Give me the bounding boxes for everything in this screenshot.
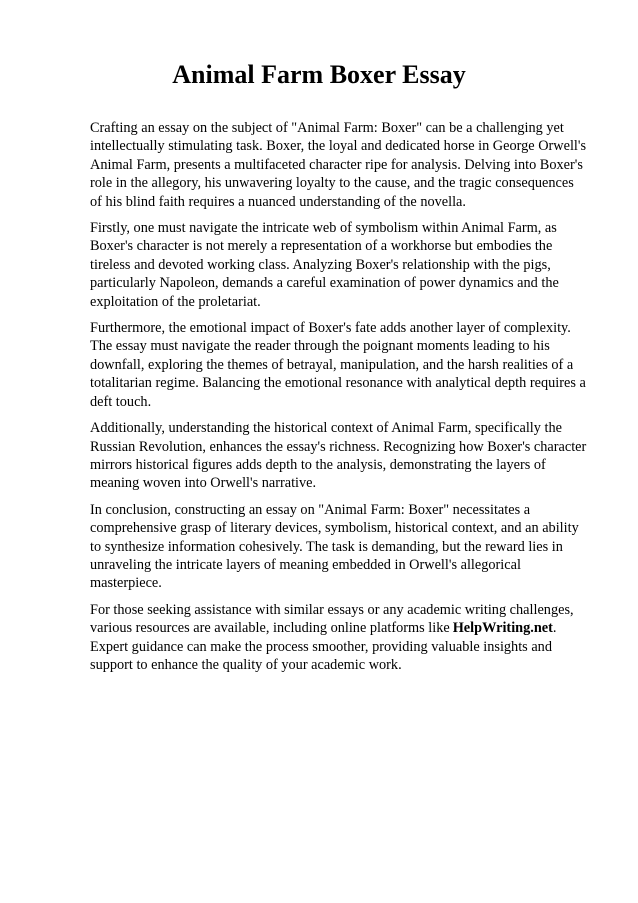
paragraph-resources [90,601,588,675]
essay-body [90,119,588,674]
paragraph-intro: Crafting an essay on the subject of "Animal Farm: Boxer" can be a challenging yet intellectually stimulating task. Boxer, the loyal and dedicated horse in George Orwell's Animal Farm, presents a multifaceted character ripe for analysis. Delving into Boxer's role in the allegory, his unwavering loyalty to the cause, and the tragic consequences of his blind faith requires a nuanced understanding of the novella. [90,120,587,210]
resources-text-after: . Expert guidance can make the process smoother, providing valuable insights and support to enhance the quality of your academic work. [90,620,557,673]
paragraph-conclusion: In conclusion, constructing an essay on "Animal Farm: Boxer" necessitates a comprehensive grasp of literary devices, symbolism, historical context, and an ability to synthesize information cohesively. The task is demanding, but the reward lies in unraveling the intricate layers of meaning embedded in Orwell's allegorical masterpiece. [90,501,579,592]
paragraph-symbolism: Firstly, one must navigate the intricate web of symbolism within Animal Farm, as Boxer's character is not merely a representation of a workhorse but embodies the tireless and devoted working class. Analyzing Boxer's relationship with the pigs, particularly Napoleon, demands a careful examination of power dynamics and the exploitation of the proletariat. [90,220,559,310]
page-title: Animal Farm Boxer Essay [172,60,466,89]
paragraph-historical-context: Additionally, understanding the historical context of Animal Farm, specifically the Russian Revolution, enhances the essay's richness. Recognizing how Boxer's character mirrors historical figures adds depth to the analysis, demonstrating the layers of meaning woven into Orwell's narrative. [90,420,587,492]
resources-text-before: For those seeking assistance with similar essays or any academic writing challenges, various resources are available, including online platforms like [90,601,574,637]
paragraph-emotional-impact: Furthermore, the emotional impact of Boxer's fate adds another layer of complexity. The essay must navigate the reader through the poignant moments leading to his downfall, exploring the themes of betrayal, manipulation, and the harsh realities of a totalitarian regime. Balancing the emotional resonance with analytical depth requires a deft touch. [90,320,586,410]
helpwriting-link[interactable]: HelpWriting.net [452,620,553,637]
